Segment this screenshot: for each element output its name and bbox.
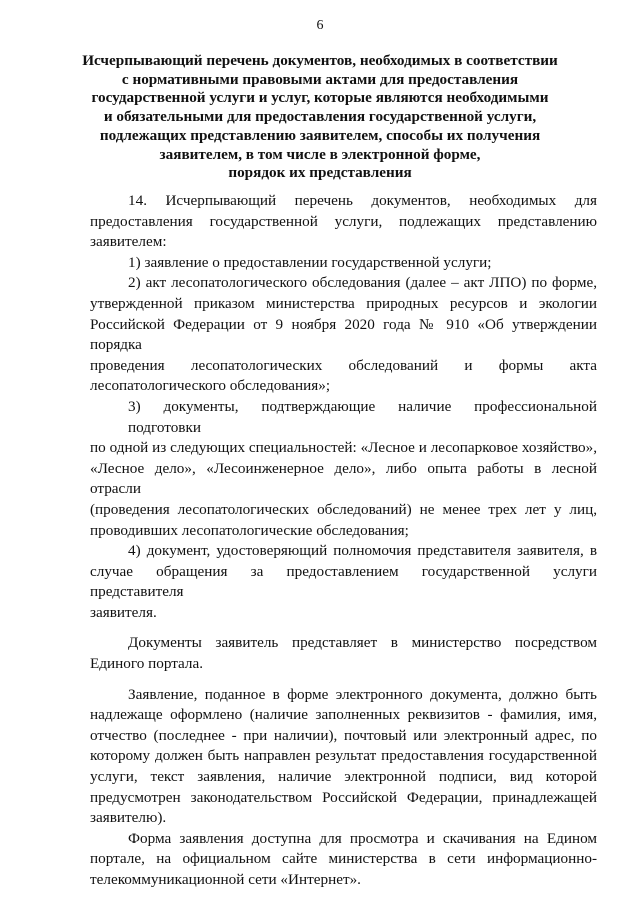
text-line: 3) документы, подтверждающие наличие профессиональной подготовки [128,397,597,436]
text-line: предусмотрен законодательством Российской Федерации, принадлежащей [90,788,597,806]
text-line: Заявление, поданное в форме электронного документа, должно быть [128,685,597,703]
heading-line: государственной услуги и услуг, которые являются необходимыми [91,89,549,107]
paragraph-item-3 [90,397,597,541]
text-line: Документы заявитель представляет в министерство посредством [128,634,597,652]
text-line: 4) документ, удостоверяющий полномочия представителя заявителя, в [128,542,597,560]
heading-line: заявителем, в том числе в электронной форме, [159,145,481,163]
text-line: предоставления государственной услуги, подлежащих представлению [90,212,597,230]
paragraph-submission [90,633,597,674]
paragraph-14 [90,191,597,253]
text-line: портале, на официальном сайте министерства в сети информационно- [90,850,597,868]
paragraph-spacer [90,623,597,633]
text-line: лесопатологического обследования»; [90,377,331,395]
text-line: случае обращения за предоставлением государственной услуги представителя [90,562,597,601]
heading-line: порядок их представления [228,164,412,182]
text-line: телекоммуникационной сети «Интернет». [90,871,361,888]
text-line: Единого портала. [90,655,204,673]
heading-line: и обязательными для предоставления государственной услуги, [103,108,537,126]
heading-line: с нормативными правовыми актами для предоставления [121,70,519,88]
text-line: «Лесное дело», «Лесоинженерное дело», либо опыта работы в лесной отрасли [90,459,597,498]
paragraph-item-4 [90,541,597,623]
text-line: заявителем: [90,233,167,251]
paragraph-electronic-form [90,685,597,829]
text-line: утвержденной приказом министерства природных ресурсов и экологии [90,294,597,312]
text-line: по одной из следующих специальностей: «Лесное и лесопарковое хозяйство», [90,439,597,457]
text-line: надлежаще оформлено (наличие заполненных реквизитов - фамилия, имя, [90,706,597,724]
section-heading [80,52,560,183]
paragraph-form-availability [90,829,597,891]
text-line: Российской Федерации от 9 ноября 2020 года № 910 «Об утверждении порядка [90,315,597,354]
document-body [90,191,597,891]
text-line: проведения лесопатологических обследований и формы акта [90,356,597,374]
text-line: Форма заявления доступна для просмотра и скачивания на Едином [128,829,597,847]
heading-line: подлежащих представлению заявителем, способы их получения [99,126,541,144]
text-line: заявителя. [90,603,157,621]
text-line: 2) акт лесопатологического обследования (далее – акт ЛПО) по форме, [128,274,597,292]
text-line: (проведения лесопатологических обследований) не менее трех лет у лиц, [90,500,597,518]
page-number: 6 [316,18,324,33]
text-line: 14. Исчерпывающий перечень документов, необходимых для [128,192,597,209]
text-line: которому должен быть направлен результат предоставления государственной [90,747,597,765]
text-line: услуги, текст заявления, наличие электронной подписи, вид которой [90,768,597,786]
text-line: проводивших лесопатологические обследования; [90,521,409,539]
paragraph-spacer [90,675,597,685]
text-line: 1) заявление о предоставлении государственной услуги; [128,253,492,271]
text-line: отчество (последнее - при наличии), почтовый или электронный адрес, по [90,726,597,744]
paragraph-item-1 [90,253,597,274]
paragraph-item-2 [90,273,597,397]
text-line: заявителю). [90,809,167,827]
heading-line: Исчерпывающий перечень документов, необходимых в соответствии [82,52,558,69]
